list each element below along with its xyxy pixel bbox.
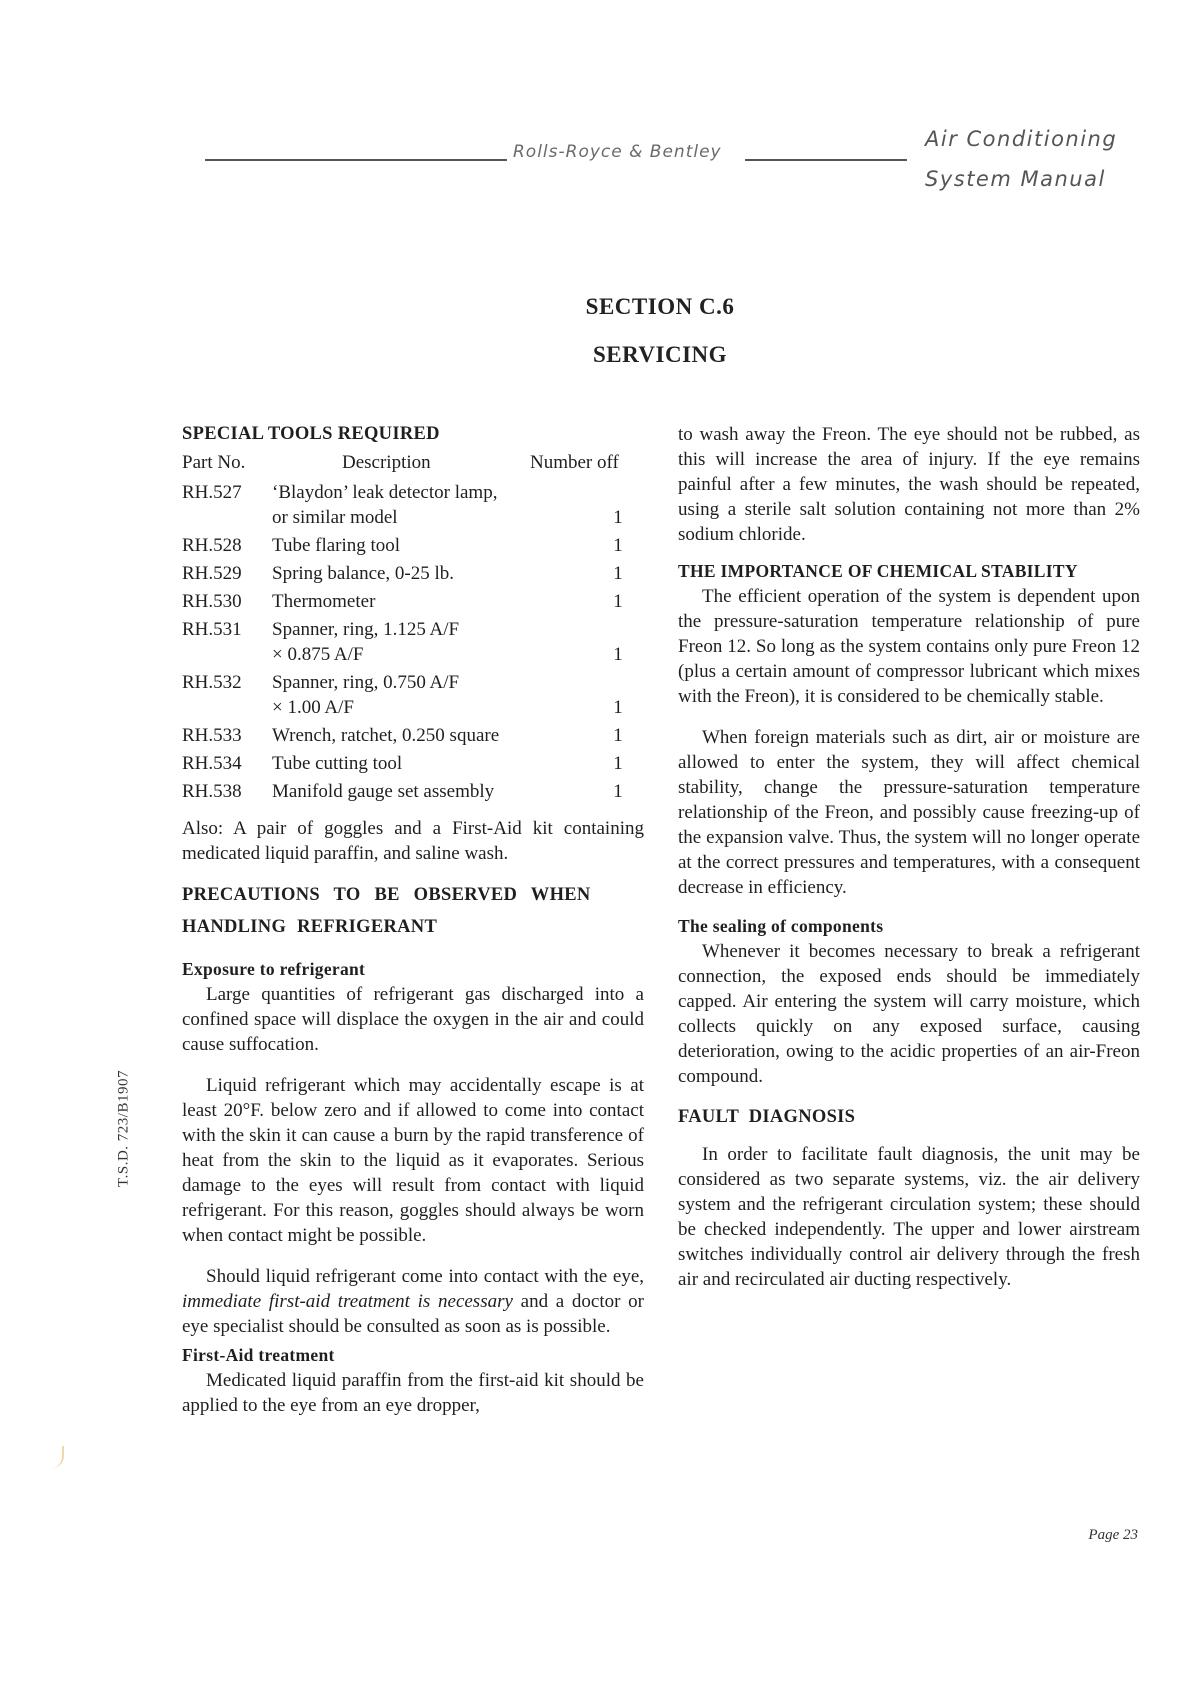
- tool-part-number: RH.527: [182, 482, 242, 503]
- tool-part-number: RH.538: [182, 781, 242, 802]
- left-column: [182, 422, 644, 1418]
- firstaid-paragraph: Medicated liquid paraffin from the first-aid kit should be applied to the eye from an eye dropper,: [182, 1370, 644, 1416]
- tool-part-number: RH.531: [182, 619, 242, 640]
- tool-part-number: RH.532: [182, 672, 242, 693]
- tools-table-row: [182, 670, 644, 720]
- tool-description: [272, 480, 592, 530]
- tools-also-note: Also: A pair of goggles and a First-Aid kit containing medicated liquid paraffin, and saline wash.: [182, 818, 644, 864]
- header-brand: Rolls-Royce & Bentley: [513, 142, 722, 162]
- exposure-p3-end: and a doctor or eye specialist should be consulted as soon as is possible.: [182, 1291, 644, 1337]
- tool-quantity: 1: [613, 781, 623, 802]
- tool-description: [272, 589, 592, 614]
- tools-table-row: [182, 779, 644, 804]
- tool-quantity: 1: [613, 753, 623, 774]
- section-number: SECTION C.6: [585, 294, 735, 319]
- firstaid-continued: to wash away the Freon. The eye should not be rubbed, as this will increase the area of injury. If the eye remains painful after a few minutes, the wash should be repeated, using a sterile salt solution containing not more than 2% sodium chloride.: [678, 424, 1140, 545]
- tool-part-number: RH.534: [182, 753, 242, 774]
- firstaid-heading: First-Aid treatment: [182, 1345, 335, 1365]
- tool-quantity: 1: [613, 725, 623, 746]
- tool-quantity: 1: [613, 535, 623, 556]
- tool-quantity: 1: [613, 591, 623, 612]
- page-number: Page 23: [1088, 1527, 1138, 1543]
- tools-table-header: [182, 450, 644, 475]
- tool-description: [272, 561, 592, 586]
- tool-description: [272, 617, 592, 667]
- tool-quantity: 1: [613, 697, 623, 718]
- tool-quantity: 1: [613, 644, 623, 665]
- header-rule-left: [205, 159, 507, 161]
- tool-description-line: Manifold gauge set assembly: [272, 781, 495, 802]
- tools-table-row: [182, 751, 644, 776]
- exposure-paragraph-3: [182, 1264, 644, 1339]
- tool-description: [272, 670, 592, 720]
- tool-quantity: 1: [613, 563, 623, 584]
- tool-description-line: Thermometer: [272, 591, 376, 612]
- stability-heading: THE IMPORTANCE OF CHEMICAL STABILITY: [678, 561, 1078, 581]
- fault-paragraph: In order to facilitate fault diagnosis, the unit may be considered as two separate systems, viz. the air delivery system and the refrigerant circulation system; these should be checked independently. The upper and lower airstream switches individually control air delivery through the fresh air and recirculated air ducting respectively.: [678, 1144, 1140, 1290]
- header-rule-right: [745, 159, 907, 161]
- stability-paragraph-1: The efficient operation of the system is dependent upon the pressure-saturation temperature relationship of pure Freon 12. So long as the system contains only pure Freon 12 (plus a certain amount of compressor lubricant which mixes with the Freon), it is considered to be chemically stable.: [678, 586, 1140, 707]
- margin-document-code: T.S.D. 723/B1907: [115, 1070, 132, 1187]
- tool-description: [272, 751, 592, 776]
- col-number-header: Number off: [530, 452, 619, 473]
- tool-part-number: RH.528: [182, 535, 242, 556]
- tool-description-line: Spring balance, 0-25 lb.: [272, 563, 455, 584]
- header-title-line2: System Manual: [925, 167, 1106, 191]
- col-part-header: Part No.: [182, 452, 246, 473]
- tool-description-line: Wrench, ratchet, 0.250 square: [272, 725, 500, 746]
- tool-description-line: or similar model: [272, 507, 398, 528]
- tool-description: [272, 723, 592, 748]
- tool-description: [272, 533, 592, 558]
- tool-part-number: RH.529: [182, 563, 242, 584]
- tools-table-row: [182, 533, 644, 558]
- precautions-heading-line2: HANDLING REFRIGERANT: [182, 917, 438, 937]
- tool-description-line: Spanner, ring, 0.750 A/F: [272, 672, 460, 693]
- exposure-paragraph-1: Large quantities of refrigerant gas discharged into a confined space will displace the oxygen in the air and could cause suffocation.: [182, 984, 644, 1055]
- tools-table-row: [182, 589, 644, 614]
- tools-heading: SPECIAL TOOLS REQUIRED: [182, 424, 440, 444]
- exposure-heading: Exposure to refrigerant: [182, 959, 366, 979]
- exposure-p3-start: Should liquid refrigerant come into contact with the eye,: [206, 1266, 644, 1287]
- tools-table-row: [182, 723, 644, 748]
- sealing-paragraph: Whenever it becomes necessary to break a refrigerant connection, the exposed ends should be immediately capped. Air entering the system will carry moisture, which collects quickly on any exposed surface, causing deterioration, owing to the acidic properties of an air-Freon compound.: [678, 941, 1140, 1087]
- paper-mark: [42, 1446, 64, 1468]
- tool-description-line: Tube flaring tool: [272, 535, 401, 556]
- tool-description-line: Tube cutting tool: [272, 753, 403, 774]
- tools-table-row: [182, 480, 644, 530]
- tool-part-number: RH.533: [182, 725, 242, 746]
- tools-table-row: [182, 617, 644, 667]
- precautions-heading-line1: PRECAUTIONS TO BE OBSERVED WHEN: [182, 885, 591, 905]
- tool-description-line: Spanner, ring, 1.125 A/F: [272, 619, 460, 640]
- tool-description-line: ‘Blaydon’ leak detector lamp,: [272, 482, 498, 503]
- sealing-heading: The sealing of components: [678, 916, 884, 936]
- fault-heading: FAULT DIAGNOSIS: [678, 1107, 856, 1127]
- tool-quantity: 1: [613, 507, 623, 528]
- section-title: SERVICING: [592, 342, 728, 367]
- header-title-line1: Air Conditioning: [925, 127, 1118, 151]
- exposure-paragraph-2: Liquid refrigerant which may accidentally escape is at least 20°F. below zero and if allowed to come into contact with the skin it can cause a burn by the rapid transference of heat from the skin to the liquid as it evaporates. Serious damage to the eyes will result from contact with liquid refrigerant. For this reason, goggles should always be worn when contact might be possible.: [182, 1075, 644, 1246]
- tool-description-line: × 1.00 A/F: [272, 697, 354, 718]
- stability-paragraph-2: When foreign materials such as dirt, air or moisture are allowed to enter the system, they will affect chemical stability, change the pressure-saturation temperature relationship of the Freon, and possibly cause freezing-up of the expansion valve. Thus, the system will no longer operate at the correct pressures and temperatures, with a consequent decrease in efficiency.: [678, 727, 1140, 898]
- tool-part-number: RH.530: [182, 591, 242, 612]
- tools-table-row: [182, 561, 644, 586]
- tool-description: [272, 779, 592, 804]
- tool-description-line: × 0.875 A/F: [272, 644, 364, 665]
- col-description-header: Description: [342, 452, 431, 473]
- tools-table: [182, 480, 644, 804]
- right-column: [678, 422, 1140, 1292]
- exposure-p3-emphasis: immediate first-aid treatment is necessary: [182, 1291, 513, 1312]
